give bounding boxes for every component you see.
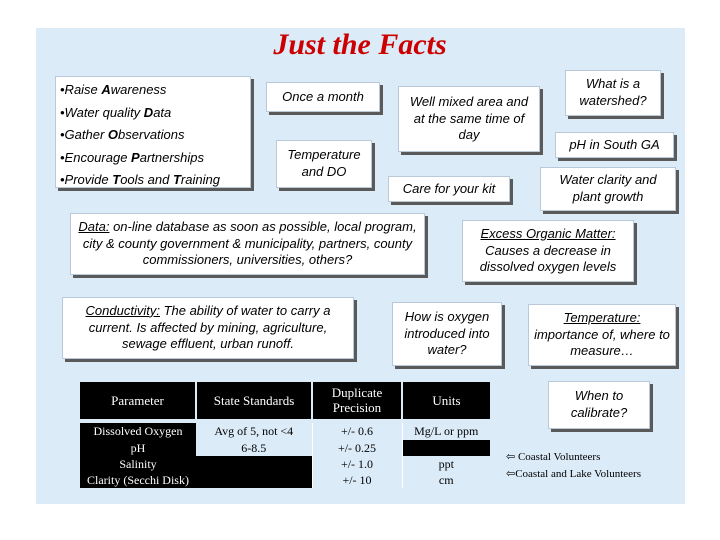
table-header: State Standards [196, 382, 312, 419]
list-item: •Raise Awareness [60, 82, 167, 97]
care-kit-box [388, 176, 510, 202]
table-row [80, 440, 490, 456]
list-item: •Provide Tools and Training [60, 172, 220, 187]
table-cell: +/- 0.6 [312, 423, 402, 440]
table-cell: Mg/L or ppm [402, 423, 490, 440]
box-text: Conductivity: The ability of water to carry a current. Is affected by mining, agriculture, sewage effluent, urban runoff. [85, 302, 331, 352]
table-cell: ppt [402, 456, 490, 472]
excess-organic-matter-box [462, 220, 634, 282]
goals-list [55, 76, 251, 188]
once-a-month-box [266, 82, 380, 112]
box-text: Excess Organic Matter: Causes a decrease in dissolved oxygen levels [479, 225, 617, 275]
table-cell: +/- 1.0 [312, 456, 402, 472]
table-row [80, 423, 490, 440]
box-text: Care for your kit [402, 180, 496, 196]
box-text: Water clarity and plant growth [559, 172, 657, 204]
parameters-table [80, 382, 490, 488]
table-cell [402, 440, 490, 456]
table-header: Parameter [80, 382, 196, 419]
legend-coastal: ⇦ Coastal Volunteers [506, 451, 601, 463]
table-cell: Clarity (Secchi Disk) [80, 472, 196, 488]
ph-south-ga-box [555, 132, 674, 158]
table-cell: Salinity [80, 456, 196, 472]
watershed-box [565, 70, 661, 116]
table-header: Duplicate Precision [312, 382, 402, 419]
table-header: Units [402, 382, 490, 419]
table-cell: 6-8.5 [196, 440, 312, 456]
temperature-box [528, 304, 676, 366]
table-cell: pH [80, 440, 196, 456]
table-header-row [80, 382, 490, 419]
temperature-do-box [276, 140, 372, 188]
table-cell: +/- 10 [312, 472, 402, 488]
box-text: When to calibrate? [570, 388, 628, 420]
oxygen-box [392, 302, 502, 366]
list-item: •Encourage Partnerships [60, 150, 205, 165]
box-text: How is oxygen introduced into water? [404, 308, 490, 358]
list-item: •Gather Observations [60, 127, 185, 142]
box-text: pH in South GA [569, 136, 660, 152]
conductivity-box [62, 297, 354, 359]
table-row [80, 456, 490, 472]
box-text: Temperature: importance of, where to measure… [534, 309, 670, 359]
calibrate-box [548, 381, 650, 429]
table-cell: Dissolved Oxygen [80, 423, 196, 440]
box-text: What is a watershed? [579, 76, 647, 108]
box-text: Data: on-line database as soon as possible, local program, city & county government & municipality, partners, county commissioners, universities, others? [78, 218, 417, 268]
data-box [70, 213, 425, 275]
list-item: •Water quality Data [60, 105, 172, 120]
table-cell: +/- 0.25 [312, 440, 402, 456]
box-text: Temperature and DO [287, 147, 361, 179]
table-cell: Avg of 5, not <4 [196, 423, 312, 440]
table-cell: cm [402, 472, 490, 488]
well-mixed-box [398, 86, 540, 152]
table-cell [196, 472, 312, 488]
box-text: Well mixed area and at the same time of day [409, 93, 529, 143]
box-text: Once a month [282, 88, 364, 104]
page-title: Just the Facts [273, 28, 447, 61]
water-clarity-box [540, 167, 676, 211]
table-row [80, 472, 490, 488]
legend-coastal-lake: ⇦Coastal and Lake Volunteers [506, 468, 641, 480]
table-cell [196, 456, 312, 472]
